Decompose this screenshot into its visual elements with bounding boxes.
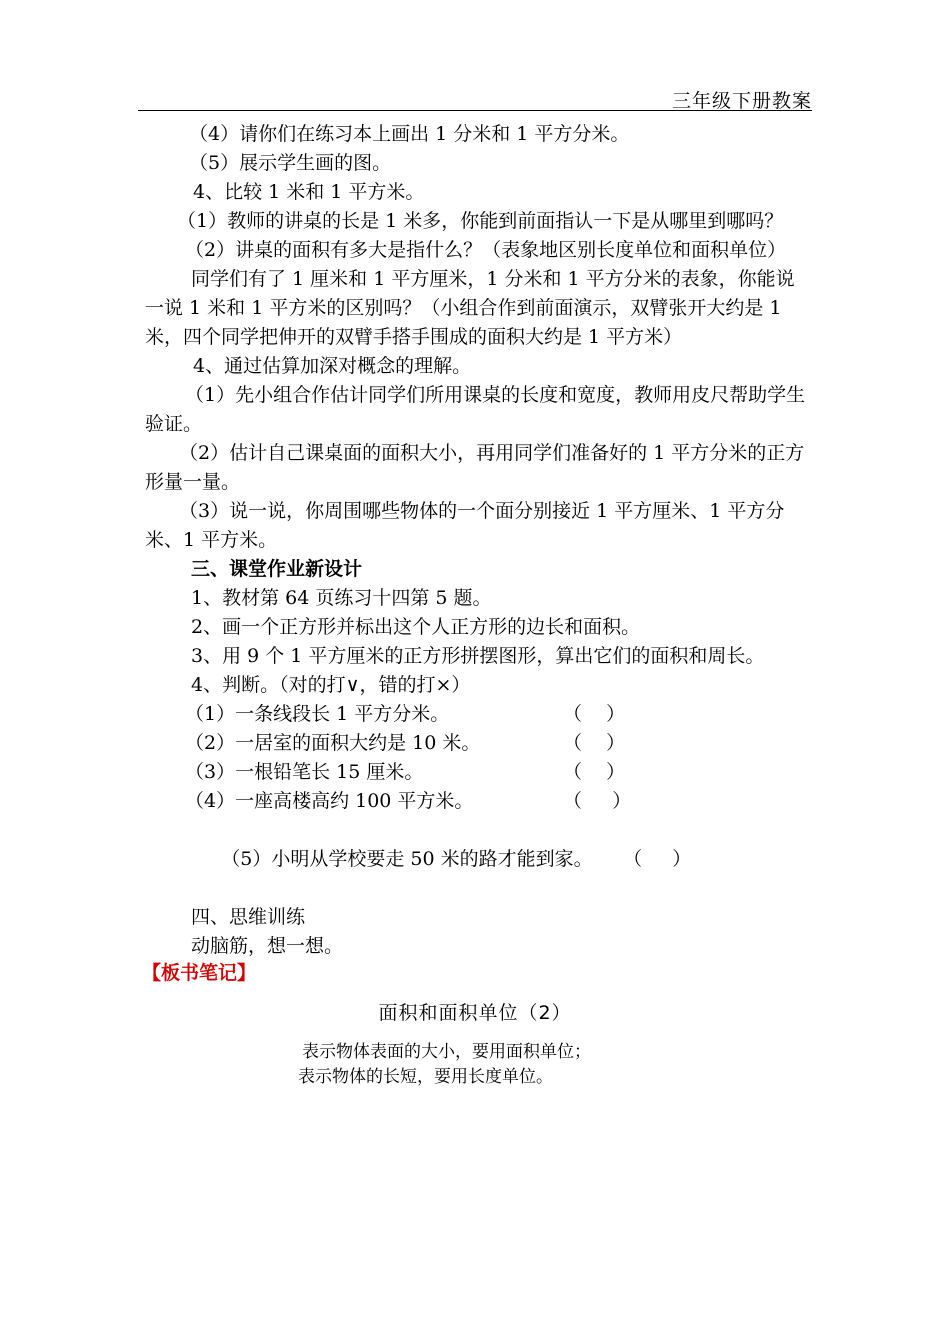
compare-q1: （1）教师的讲桌的长是 1 米多，你能到前面指认一下是从哪里到哪吗？	[177, 210, 784, 232]
estimate-heading: 4、通过估算加深对概念的理解。	[193, 355, 472, 377]
board-line-2: 表示物体的长短，要用长度单位。	[298, 1067, 553, 1087]
page-header	[138, 84, 812, 111]
judgment-row	[145, 816, 810, 903]
step-5-show: （5）展示学生画的图。	[189, 152, 392, 174]
step-4-draw: （4）请你们在练习本上画出 1 分米和 1 平方分米。	[189, 123, 630, 145]
answer-bracket: （ ）	[632, 848, 692, 870]
homework-item-4: 4、判断。（对的打∨，错的打×）	[191, 674, 471, 696]
judgment-row	[145, 787, 810, 816]
homework-item-2: 2、画一个正方形并标出这个人正方形的边长和面积。	[191, 616, 641, 638]
compare-heading: 4、比较 1 米和 1 平方米。	[193, 181, 425, 203]
board-title: 面积和面积单位（2）	[378, 1002, 572, 1024]
section3-title: 三、课堂作业新设计	[191, 558, 363, 580]
answer-bracket: （ ）	[563, 732, 626, 754]
board-notes-label: 【板书笔记】	[142, 962, 257, 984]
answer-bracket: （ ）	[563, 761, 626, 783]
homework-item-3: 3、用 9 个 1 平方厘米的正方形拼摆图形，算出它们的面积和周长。	[191, 645, 765, 667]
section4-title: 四、思维训练	[191, 906, 306, 928]
judgment-text: （1）一条线段长 1 平方分米。	[185, 703, 450, 725]
board-line-1: 表示物体表面的大小，要用面积单位；	[302, 1042, 591, 1062]
homework-item-1: 1、教材第 64 页练习十四第 5 题。	[191, 587, 492, 609]
estimate-q1: （1）先小组合作估计同学们所用课桌的长度和宽度，教师用皮尺帮助学生验证。	[145, 384, 806, 435]
estimate-q2: （2）估计自己课桌面的面积大小，再用同学们准备好的 1 平方分米的正方形量一量。	[145, 442, 805, 493]
compare-q2: （2）讲桌的面积有多大是指什么？（表象地区别长度单位和面积单位）	[185, 239, 787, 261]
header-title: 三年级下册教案	[671, 90, 812, 112]
judgment-text: （4）一座高楼高约 100 平方米。	[185, 790, 474, 812]
answer-bracket: （ ）	[563, 703, 626, 725]
lesson-content	[145, 120, 810, 961]
judgment-text: （3）一根铅笔长 15 厘米。	[185, 761, 424, 783]
answer-bracket: （ ）	[563, 790, 632, 812]
estimate-q3: （3）说一说，你周围哪些物体的一个面分别接近 1 平方厘米、1 平方分米、1 平方米。	[145, 500, 785, 551]
compare-paragraph: 同学们有了 1 厘米和 1 平方厘米，1 分米和 1 平方分米的表象，你能说一说 1 米和 1 平方米的区别吗？（小组合作到前面演示，双臂张开大约是 1 米，四个同学把伸开的双臂手搭手围成的面积大约是 1 平方米）	[145, 268, 795, 348]
judgment-row	[145, 700, 810, 729]
judgment-text: （2）一居室的面积大约是 10 米。	[185, 732, 481, 754]
judgment-row	[145, 758, 810, 787]
judgment-row	[145, 729, 810, 758]
section4-text: 动脑筋，想一想。	[191, 935, 344, 957]
judgment-text: （5）小明从学校要走 50 米的路才能到家。	[221, 848, 593, 870]
